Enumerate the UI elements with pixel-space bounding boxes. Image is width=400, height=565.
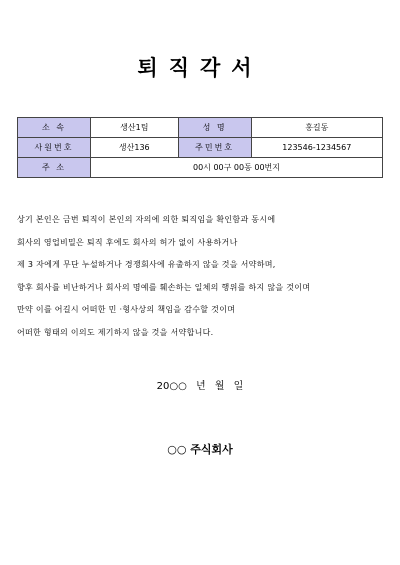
label-name: 성 명 (178, 118, 251, 138)
table-row (18, 118, 383, 138)
label-department: 소 속 (18, 118, 91, 138)
body-line: 제 3 자에게 무단 누설하거나 경쟁회사에 유출하지 않을 것을 서약하며, (17, 260, 276, 269)
value-address: 00시 00구 00동 00번지 (91, 158, 383, 178)
table-row (18, 138, 383, 158)
body-line: 회사의 영업비밀은 퇴직 후에도 회사의 허가 없이 사용하거나 (17, 237, 238, 247)
value-department: 생산1팀 (91, 118, 179, 138)
table-row (18, 158, 383, 178)
body-line: 만약 이를 어길시 어떠한 민 ·형사상의 책임을 감수할 것이며 (17, 305, 236, 314)
label-resident-number: 주민번호 (178, 138, 251, 158)
body-line: 상기 본인은 금번 퇴직이 본인의 자의에 의한 퇴직임을 확인함과 동시에 (17, 215, 276, 224)
pledge-body (17, 209, 387, 344)
document-title: 퇴직각서 (137, 55, 263, 80)
label-address: 주 소 (18, 158, 91, 178)
body-line: 향후 회사를 비난하거나 회사의 명예를 훼손하는 일체의 행위를 하지 않을 것이며 (17, 282, 311, 292)
value-name: 홍길동 (251, 118, 382, 138)
info-table (17, 117, 383, 178)
company-name: ○○ 주식회사 (167, 443, 233, 456)
label-employee-number: 사원번호 (18, 138, 91, 158)
signature-date: 20○○ 년 월 일 (156, 381, 244, 392)
body-line: 어떠한 형태의 이의도 제기하지 않을 것을 서약합니다. (17, 327, 214, 337)
value-resident-number: 123546-1234567 (251, 138, 382, 158)
value-employee-number: 생산136 (91, 138, 179, 158)
